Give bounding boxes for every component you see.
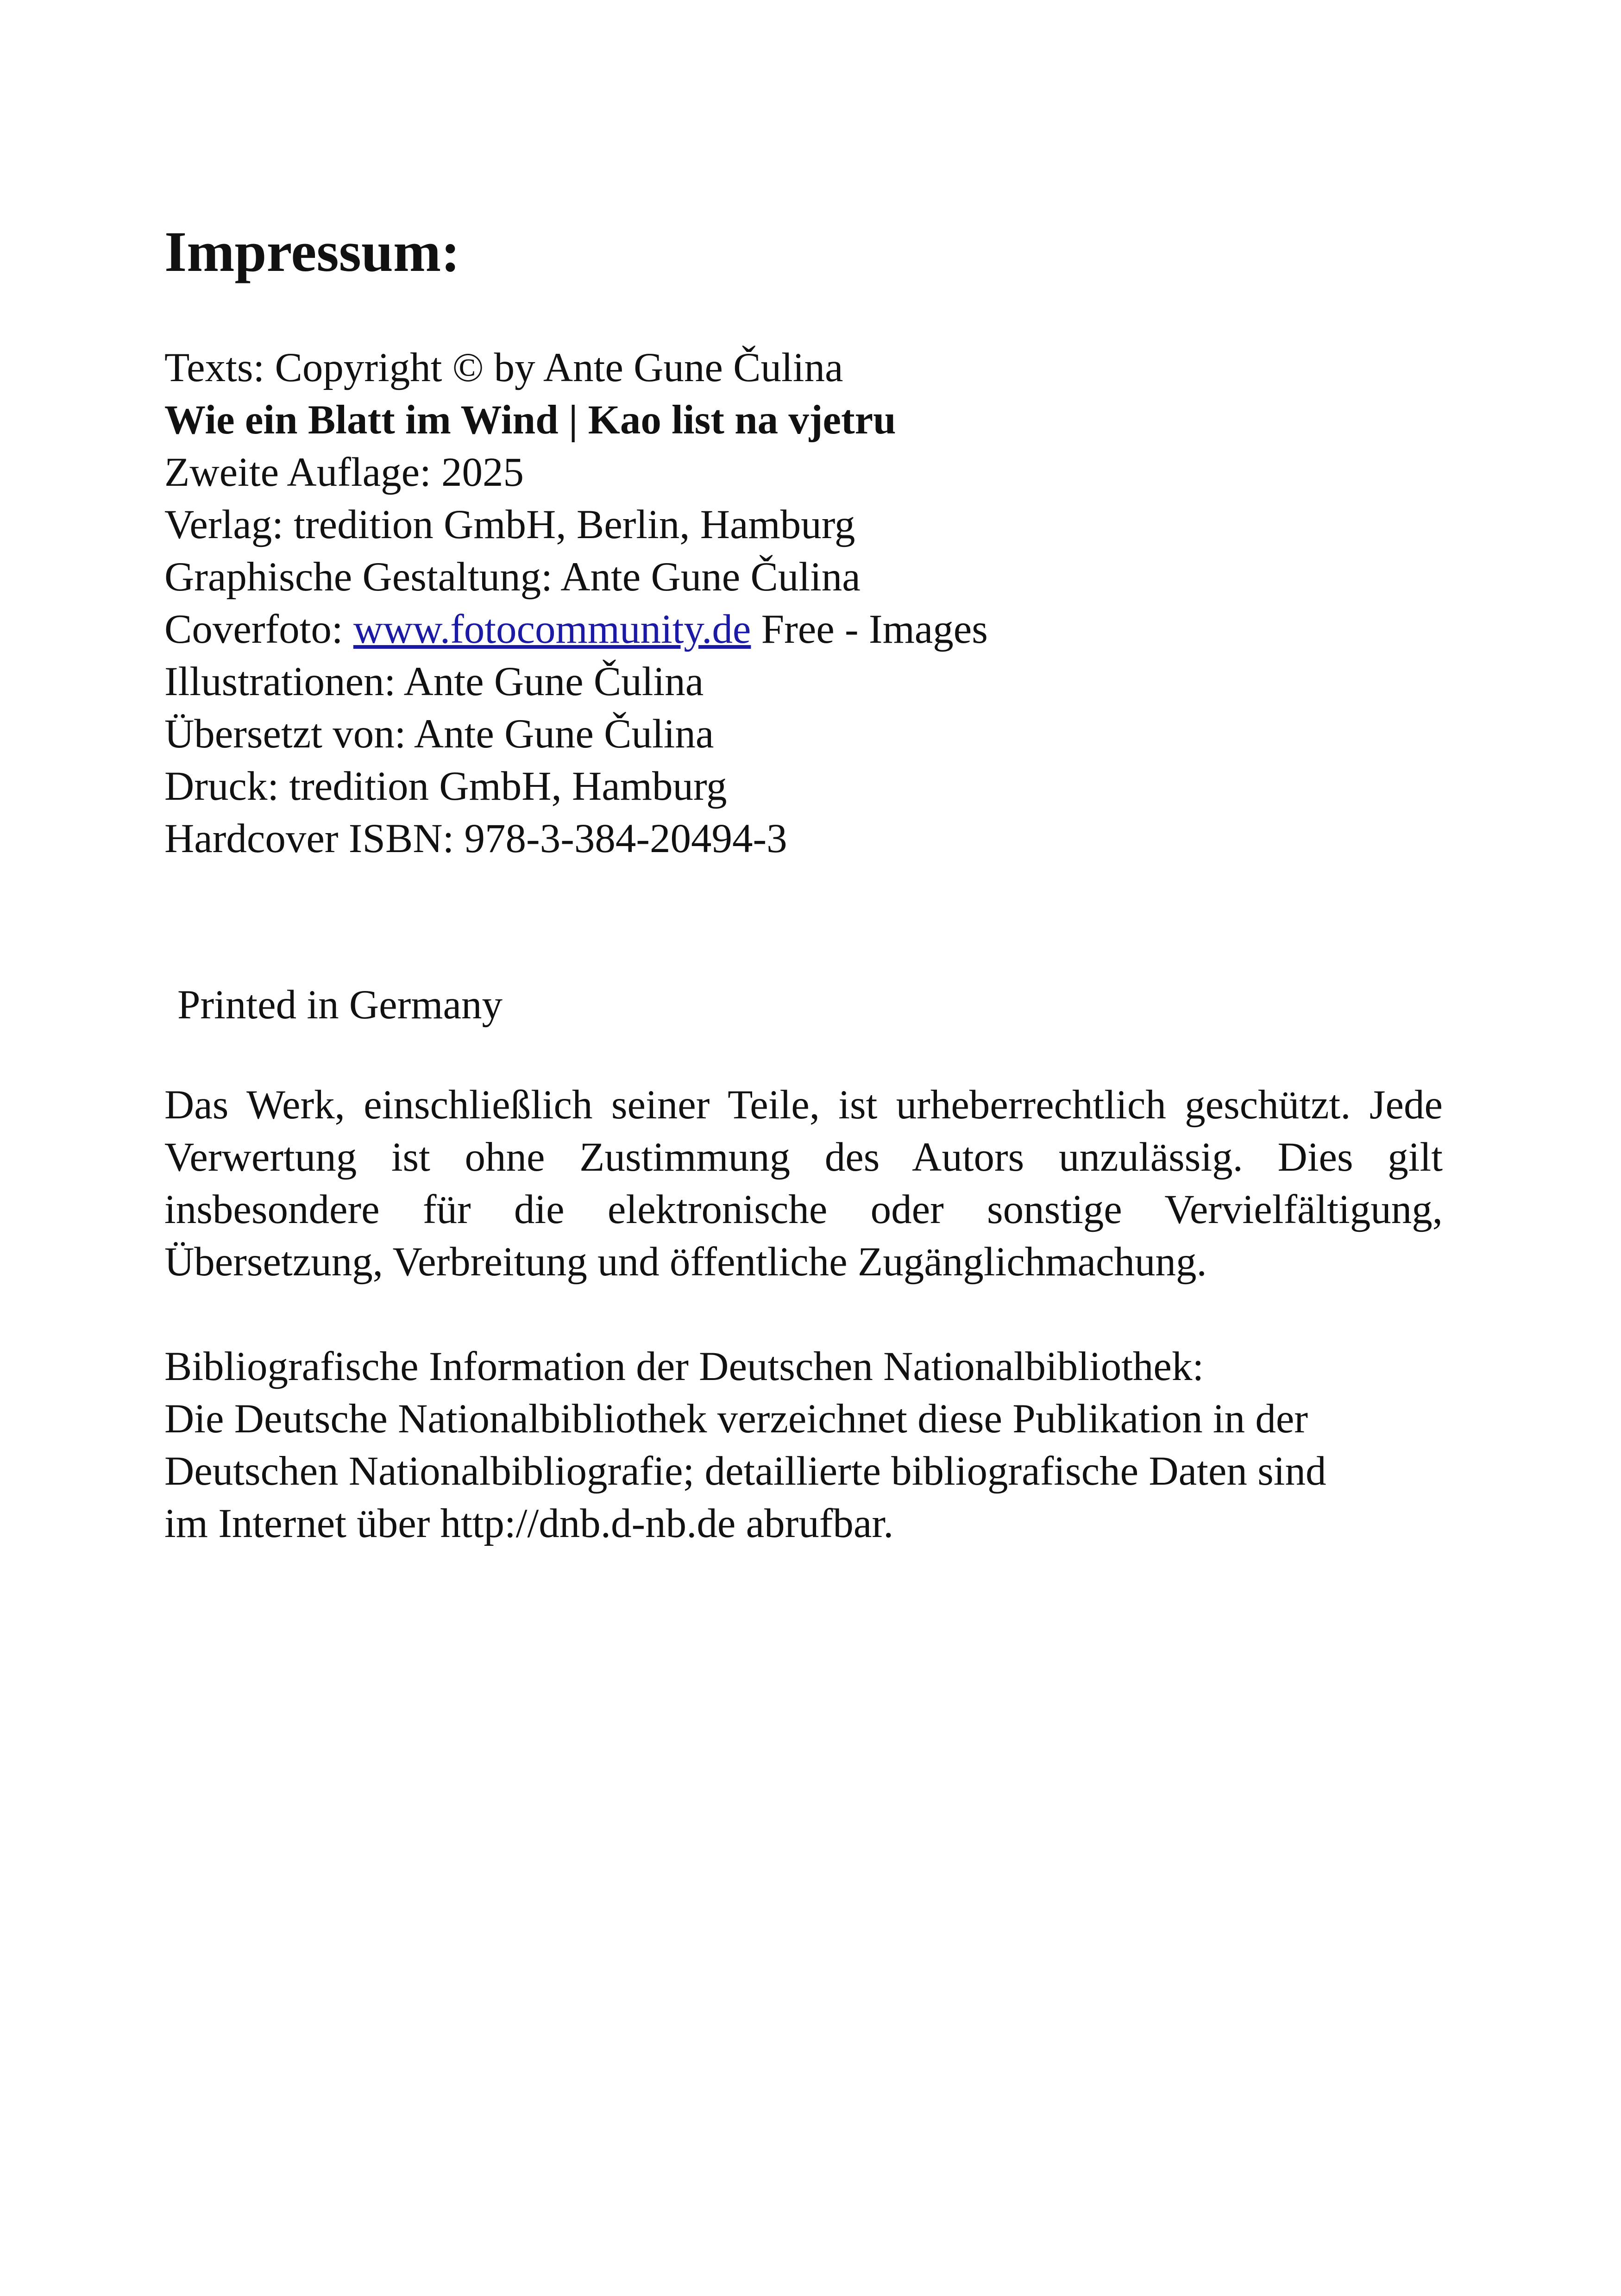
printed-in-line: Printed in Germany [177,982,503,1028]
copyright-notice-paragraph: Das Werk, einschließlich seiner Teile, ist urheberrechtlich geschützt. Jede Verwertung ist ohne Zustimmung des Autors unzulässig. Dies gilt insbesondere für die elektronische oder sonstige Vervielfältigung, Übersetzung, Verbreitung und öffentliche Zugänglichmachung. [164,1082,1443,1285]
translated-line: Übersetzt von: Ante Gune Čulina [164,711,714,757]
edition-line: Zweite Auflage: 2025 [164,450,524,495]
fotocommunity-link[interactable]: www.fotocommunity.de [353,607,751,652]
credits-block [164,342,988,865]
page-title: Impressum: [164,220,460,283]
bibliography-block [164,1341,1461,1550]
design-line: Graphische Gestaltung: Ante Gune Čulina [164,554,861,600]
bibliography-line-3: im Internet über http://dnb.d-nb.de abrufbar. [164,1501,894,1546]
illustrations-line: Illustrationen: Ante Gune Čulina [164,659,704,704]
cover-photo-suffix: Free - Images [751,607,988,652]
book-title-line: Wie ein Blatt im Wind | Kao list na vjetru [164,397,896,443]
copyright-line: Texts: Copyright © by Ante Gune Čulina [164,345,843,390]
bibliography-line-2: Deutschen Nationalbibliografie; detaillierte bibliografische Daten sind [164,1449,1326,1494]
cover-photo-line [164,603,988,656]
bibliography-heading: Bibliografische Information der Deutschen Nationalbibliothek: [164,1344,1204,1389]
print-line: Druck: tredition GmbH, Hamburg [164,764,727,809]
publisher-line: Verlag: tredition GmbH, Berlin, Hamburg [164,502,855,547]
cover-photo-label: Coverfoto: [164,607,353,652]
isbn-line: Hardcover ISBN: 978-3-384-20494-3 [164,816,787,861]
bibliography-line-1: Die Deutsche Nationalbibliothek verzeichnet diese Publikation in der [164,1396,1308,1442]
